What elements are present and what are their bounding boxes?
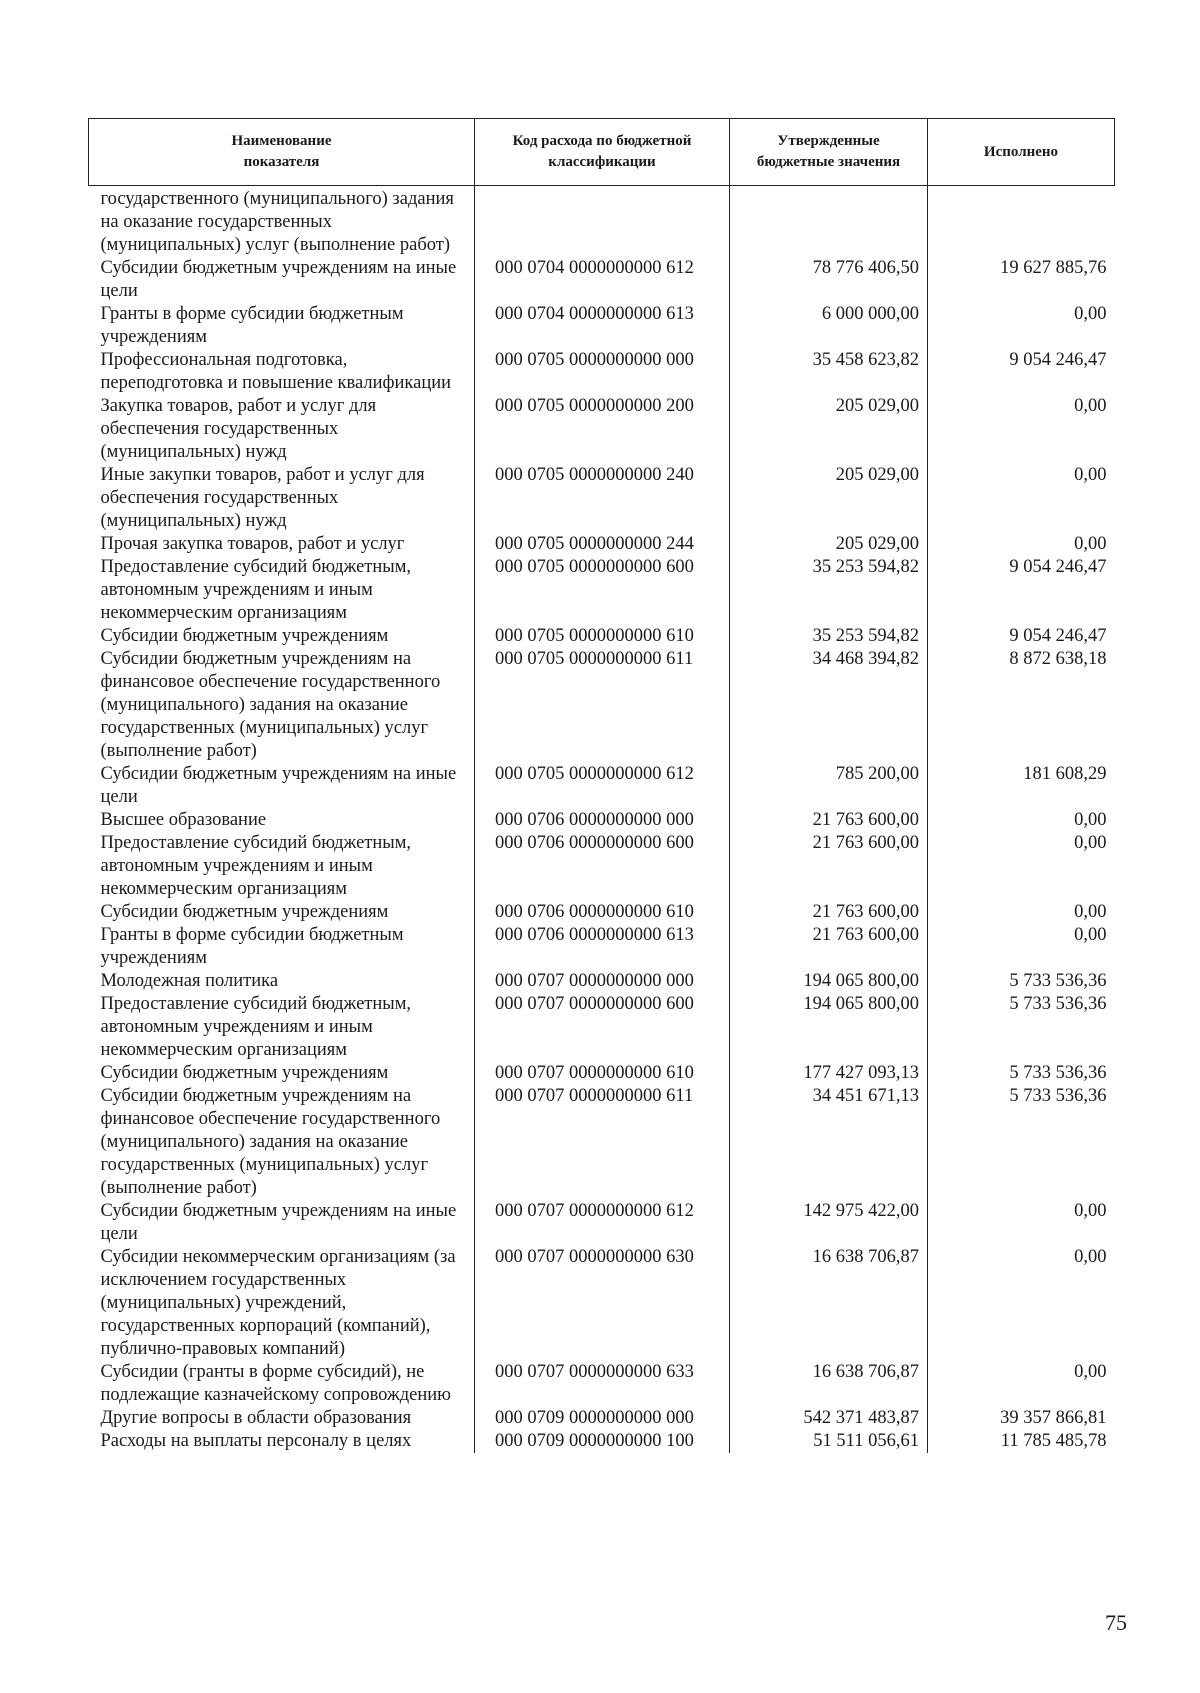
- table-row: [89, 1407, 1115, 1430]
- row-executed-cell: 0,00: [928, 533, 1115, 556]
- row-name-cell: Расходы на выплаты персоналу в целях: [100, 1431, 412, 1451]
- row-executed-cell: 0,00: [928, 1361, 1115, 1407]
- row-code-cell: 000 0705 0000000000 244: [475, 533, 730, 556]
- row-code-cell: 000 0707 0000000000 000: [475, 970, 730, 993]
- table-row: [89, 349, 1115, 395]
- row-code-cell: 000 0709 0000000000 000: [475, 1407, 730, 1430]
- row-approved-cell: 16 638 706,87: [730, 1246, 928, 1361]
- row-approved-cell: 194 065 800,00: [730, 970, 928, 993]
- row-approved-cell: 142 975 422,00: [730, 1200, 928, 1246]
- row-name-cell: Иные закупки товаров, работ и услуг для обеспечения государственных (муниципальных) нужд: [100, 465, 425, 531]
- row-approved-cell: 51 511 056,61: [730, 1430, 928, 1453]
- row-code-cell: 000 0705 0000000000 240: [475, 464, 730, 533]
- row-code-cell: 000 0709 0000000000 100: [475, 1430, 730, 1453]
- row-name-cell: Субсидии бюджетным учреждениям на иные цели: [100, 258, 457, 301]
- row-name-cell: Высшее образование: [100, 810, 267, 830]
- row-executed-cell: [928, 186, 1115, 258]
- row-name-cell: Предоставление субсидий бюджетным, автономным учреждениям и иным некоммерческим организациям: [100, 994, 412, 1060]
- row-name-cell: Прочая закупка товаров, работ и услуг: [100, 534, 405, 554]
- row-approved-cell: 16 638 706,87: [730, 1361, 928, 1407]
- row-code-cell: 000 0705 0000000000 610: [475, 625, 730, 648]
- header-indicator-name: Наименование показателя: [89, 119, 475, 186]
- row-executed-cell: 19 627 885,76: [928, 257, 1115, 303]
- row-approved-cell: 21 763 600,00: [730, 924, 928, 970]
- row-name-cell: государственного (муниципального) задания на оказание государственных (муниципальных) услуг (выполнение работ): [100, 189, 454, 255]
- table-row: [89, 648, 1115, 763]
- row-name-cell: Субсидии бюджетным учреждениям на иные цели: [100, 764, 457, 807]
- row-name-cell: Гранты в форме субсидии бюджетным учреждениям: [100, 304, 404, 347]
- table-row: [89, 625, 1115, 648]
- row-approved-cell: 6 000 000,00: [730, 303, 928, 349]
- row-executed-cell: 39 357 866,81: [928, 1407, 1115, 1430]
- row-approved-cell: 205 029,00: [730, 395, 928, 464]
- row-executed-cell: 9 054 246,47: [928, 349, 1115, 395]
- row-executed-cell: 5 733 536,36: [928, 970, 1115, 993]
- table-row: [89, 1085, 1115, 1200]
- header-budget-code: Код расхода по бюджетной классификации: [475, 119, 730, 186]
- table-row: [89, 186, 1115, 258]
- row-code-cell: 000 0705 0000000000 611: [475, 648, 730, 763]
- row-approved-cell: 35 253 594,82: [730, 556, 928, 625]
- row-executed-cell: 0,00: [928, 809, 1115, 832]
- table-row: [89, 257, 1115, 303]
- row-approved-cell: 785 200,00: [730, 763, 928, 809]
- row-code-cell: [475, 186, 730, 258]
- page-number: 75: [1105, 1610, 1127, 1635]
- row-name-cell: Другие вопросы в области образования: [100, 1408, 412, 1428]
- row-approved-cell: 21 763 600,00: [730, 832, 928, 901]
- table-row: [89, 1062, 1115, 1085]
- row-code-cell: 000 0705 0000000000 000: [475, 349, 730, 395]
- row-code-cell: 000 0707 0000000000 633: [475, 1361, 730, 1407]
- row-code-cell: 000 0705 0000000000 200: [475, 395, 730, 464]
- row-approved-cell: 542 371 483,87: [730, 1407, 928, 1430]
- table-row: [89, 1200, 1115, 1246]
- row-executed-cell: 0,00: [928, 901, 1115, 924]
- row-executed-cell: 5 733 536,36: [928, 993, 1115, 1062]
- row-executed-cell: 5 733 536,36: [928, 1085, 1115, 1200]
- table-row: [89, 924, 1115, 970]
- table-row: [89, 832, 1115, 901]
- row-name-cell: Субсидии бюджетным учреждениям на иные цели: [100, 1201, 457, 1244]
- row-executed-cell: 9 054 246,47: [928, 556, 1115, 625]
- row-executed-cell: 0,00: [928, 1246, 1115, 1361]
- header-row: [89, 119, 1115, 186]
- row-name-cell: Субсидии бюджетным учреждениям: [100, 902, 389, 922]
- row-name-cell: Субсидии бюджетным учреждениям: [100, 1063, 389, 1083]
- table-row: [89, 533, 1115, 556]
- row-approved-cell: 194 065 800,00: [730, 993, 928, 1062]
- row-code-cell: 000 0707 0000000000 610: [475, 1062, 730, 1085]
- row-code-cell: 000 0704 0000000000 612: [475, 257, 730, 303]
- row-code-cell: 000 0706 0000000000 600: [475, 832, 730, 901]
- table-row: [89, 1430, 1115, 1453]
- table-row: [89, 901, 1115, 924]
- row-code-cell: 000 0706 0000000000 613: [475, 924, 730, 970]
- row-executed-cell: 0,00: [928, 832, 1115, 901]
- row-approved-cell: 35 253 594,82: [730, 625, 928, 648]
- row-approved-cell: 21 763 600,00: [730, 809, 928, 832]
- row-executed-cell: 0,00: [928, 924, 1115, 970]
- row-name-cell: Молодежная политика: [100, 971, 279, 991]
- header-approved-values: Утвержденные бюджетные значения: [730, 119, 928, 186]
- row-approved-cell: 205 029,00: [730, 533, 928, 556]
- table-row: [89, 464, 1115, 533]
- row-name-cell: Гранты в форме субсидии бюджетным учреждениям: [100, 925, 404, 968]
- table-row: [89, 809, 1115, 832]
- row-name-cell: Субсидии некоммерческим организациям (за исключением государственных (муниципальных) учреждений, государственных корпораций (компаний), публично-правовых компаний): [100, 1247, 456, 1359]
- row-approved-cell: 34 468 394,82: [730, 648, 928, 763]
- row-code-cell: 000 0707 0000000000 630: [475, 1246, 730, 1361]
- table-body: [89, 186, 1115, 1454]
- row-name-cell: Субсидии бюджетным учреждениям на финансовое обеспечение государственного (муниципального) задания на оказание государственных (муниципальных) услуг (выполнение работ): [100, 649, 441, 761]
- table-row: [89, 1246, 1115, 1361]
- header-executed: Исполнено: [928, 119, 1115, 186]
- table-row: [89, 556, 1115, 625]
- row-name-cell: Профессиональная подготовка, переподготовка и повышение квалификации: [100, 350, 452, 393]
- table-row: [89, 303, 1115, 349]
- row-approved-cell: 34 451 671,13: [730, 1085, 928, 1200]
- row-executed-cell: 0,00: [928, 395, 1115, 464]
- row-approved-cell: 21 763 600,00: [730, 901, 928, 924]
- row-approved-cell: 78 776 406,50: [730, 257, 928, 303]
- row-approved-cell: 35 458 623,82: [730, 349, 928, 395]
- row-code-cell: 000 0704 0000000000 613: [475, 303, 730, 349]
- row-executed-cell: 181 608,29: [928, 763, 1115, 809]
- row-code-cell: 000 0707 0000000000 612: [475, 1200, 730, 1246]
- row-approved-cell: 205 029,00: [730, 464, 928, 533]
- table-row: [89, 395, 1115, 464]
- row-executed-cell: 0,00: [928, 464, 1115, 533]
- table-row: [89, 993, 1115, 1062]
- row-executed-cell: 8 872 638,18: [928, 648, 1115, 763]
- table-header: [89, 119, 1115, 186]
- row-name-cell: Субсидии бюджетным учреждениям: [100, 626, 389, 646]
- table-row: [89, 970, 1115, 993]
- row-executed-cell: 9 054 246,47: [928, 625, 1115, 648]
- row-name-cell: Субсидии бюджетным учреждениям на финансовое обеспечение государственного (муниципального) задания на оказание государственных (муниципальных) услуг (выполнение работ): [100, 1086, 441, 1198]
- row-code-cell: 000 0705 0000000000 612: [475, 763, 730, 809]
- budget-table: [88, 118, 1115, 1453]
- row-approved-cell: [730, 186, 928, 258]
- row-name-cell: Предоставление субсидий бюджетным, автономным учреждениям и иным некоммерческим организациям: [100, 833, 412, 899]
- row-code-cell: 000 0705 0000000000 600: [475, 556, 730, 625]
- row-code-cell: 000 0707 0000000000 611: [475, 1085, 730, 1200]
- row-name-cell: Закупка товаров, работ и услуг для обеспечения государственных (муниципальных) нужд: [100, 396, 377, 462]
- row-executed-cell: 11 785 485,78: [928, 1430, 1115, 1453]
- table-row: [89, 763, 1115, 809]
- row-executed-cell: 0,00: [928, 303, 1115, 349]
- row-name-cell: Предоставление субсидий бюджетным, автономным учреждениям и иным некоммерческим организациям: [100, 557, 412, 623]
- row-executed-cell: 5 733 536,36: [928, 1062, 1115, 1085]
- table-row: [89, 1361, 1115, 1407]
- row-code-cell: 000 0707 0000000000 600: [475, 993, 730, 1062]
- row-executed-cell: 0,00: [928, 1200, 1115, 1246]
- row-name-cell: Субсидии (гранты в форме субсидий), не подлежащие казначейскому сопровождению: [100, 1362, 451, 1405]
- row-approved-cell: 177 427 093,13: [730, 1062, 928, 1085]
- row-code-cell: 000 0706 0000000000 000: [475, 809, 730, 832]
- row-code-cell: 000 0706 0000000000 610: [475, 901, 730, 924]
